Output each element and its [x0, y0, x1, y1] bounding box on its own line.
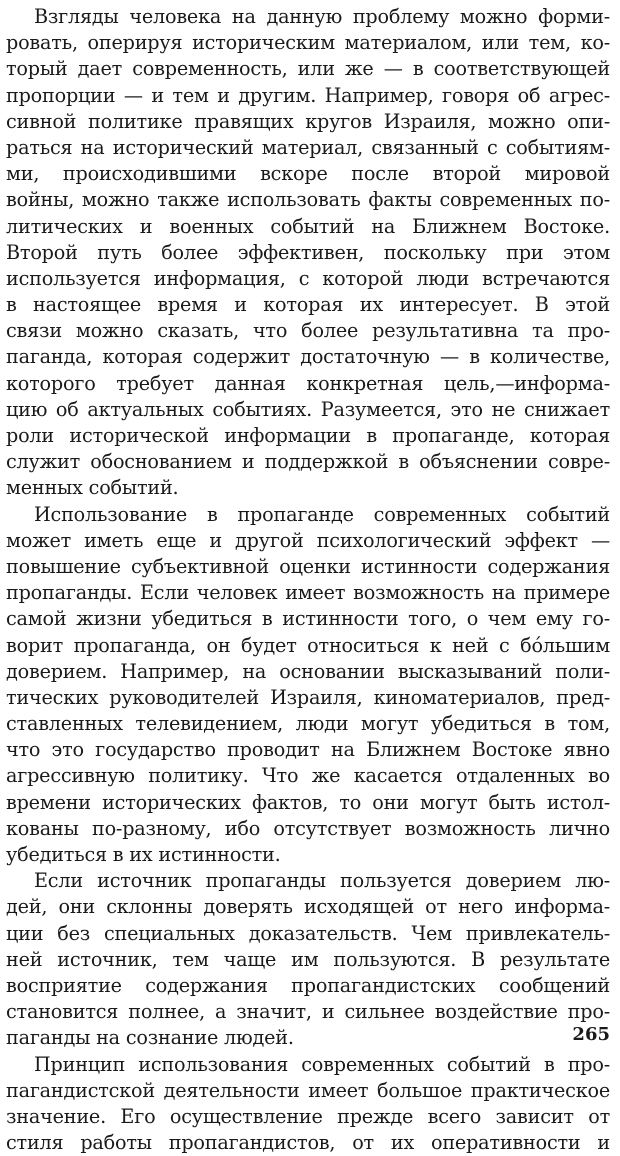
text-line: что это государство проводит на Ближнем Востоке явно	[6, 738, 610, 762]
text-line: войны, можно также использовать факты современных по-	[6, 188, 610, 212]
page-number: 265	[572, 1024, 610, 1045]
text-line: доверием. Например, на основании высказываний поли-	[6, 659, 610, 683]
text-line: ции без специальных доказательств. Чем привлекатель-	[6, 921, 610, 945]
text-line: становится полнее, а значит, и сильнее воздействие про-	[6, 1000, 610, 1024]
text-line: пагандистской деятельности имеет большое практическое	[6, 1078, 610, 1102]
text-line: цию об актуальных событиях. Разумеется, это не снижает	[6, 397, 610, 421]
text-line: ней источник, тем чаще им пользуются. В результате	[6, 947, 610, 971]
text-line: может иметь еще и другой психологический эффект —	[6, 528, 610, 552]
text-line: связи можно сказать, что более результативна та про-	[6, 319, 610, 343]
text-line: времени исторических фактов, то они могут быть истол-	[6, 790, 610, 814]
text-line: ми, происходившими вскоре после второй мировой	[6, 162, 610, 186]
text-line: тических руководителей Израиля, киноматериалов, пред-	[6, 685, 610, 709]
text-line: убедиться в их истинности.	[6, 843, 281, 866]
text-line: ворит пропаганда, он будет относиться к ней с бóльшим	[6, 633, 610, 657]
text-line: ровать, оперируя историческим материалом, или тем, ко-	[6, 31, 610, 55]
text-line: агрессивную политику. Что же касается отдаленных во	[6, 764, 610, 788]
text-line: кованы по-разному, ибо отсутствует возможность лично	[6, 816, 610, 840]
text-line: восприятие содержания пропагандистских сообщений	[6, 973, 610, 997]
text-line: торый дает современность, или же — в соответствующей	[6, 57, 610, 81]
text-line: пропаганды. Если человек имеет возможность на примере	[6, 581, 610, 605]
text-line: роли исторической информации в пропаганде, которая	[6, 424, 610, 447]
text-line: которого требует данная конкретная цель,—информа-	[6, 371, 610, 395]
text-line: Использование в пропаганде современных событий	[34, 502, 610, 526]
text-line: самой жизни убедиться в истинности того, о чем ему го-	[6, 607, 610, 631]
text-line: дей, они склонны доверять исходящей от него информа-	[6, 895, 610, 919]
text-line: Второй путь более эффективен, поскольку при этом	[6, 240, 610, 264]
text-line: в настоящее время и которая их интересует. В этой	[6, 293, 610, 317]
text-line: Принцип использования современных событий в про-	[34, 1052, 610, 1076]
text-line: паганды на сознание людей.	[6, 1026, 294, 1050]
text-line: раться на исторический материал, связанный с событиям-	[6, 135, 610, 159]
text-line: менных событий.	[6, 476, 179, 500]
text-line: пропорции — и тем и другим. Например, говоря об агрес-	[6, 83, 610, 107]
text-line: используется информация, с которой люди встречаются	[6, 266, 610, 290]
text-line: значение. Его осуществление прежде всего зависит от	[6, 1104, 610, 1128]
book-page	[6, 4, 610, 1155]
text-line: паганда, которая содержит достаточную — в количестве,	[6, 345, 610, 369]
text-line: стиля работы пропагандистов, от их оперативности и	[6, 1131, 610, 1155]
text-line: литических и военных событий на Ближнем Востоке.	[6, 214, 610, 238]
text-line: сивной политике правящих кругов Израиля, можно опи-	[6, 109, 610, 133]
page-text	[6, 4, 610, 1156]
text-line: служит обоснованием и поддержкой в объяснении совре-	[6, 450, 610, 474]
text-line: Взгляды человека на данную проблему можно форми-	[34, 5, 610, 28]
text-line: ставленных телевидением, люди могут убедиться в том,	[6, 712, 610, 736]
text-line: повышение субъективной оценки истинности содержания	[6, 554, 610, 578]
text-line: Если источник пропаганды пользуется доверием лю-	[34, 869, 610, 893]
